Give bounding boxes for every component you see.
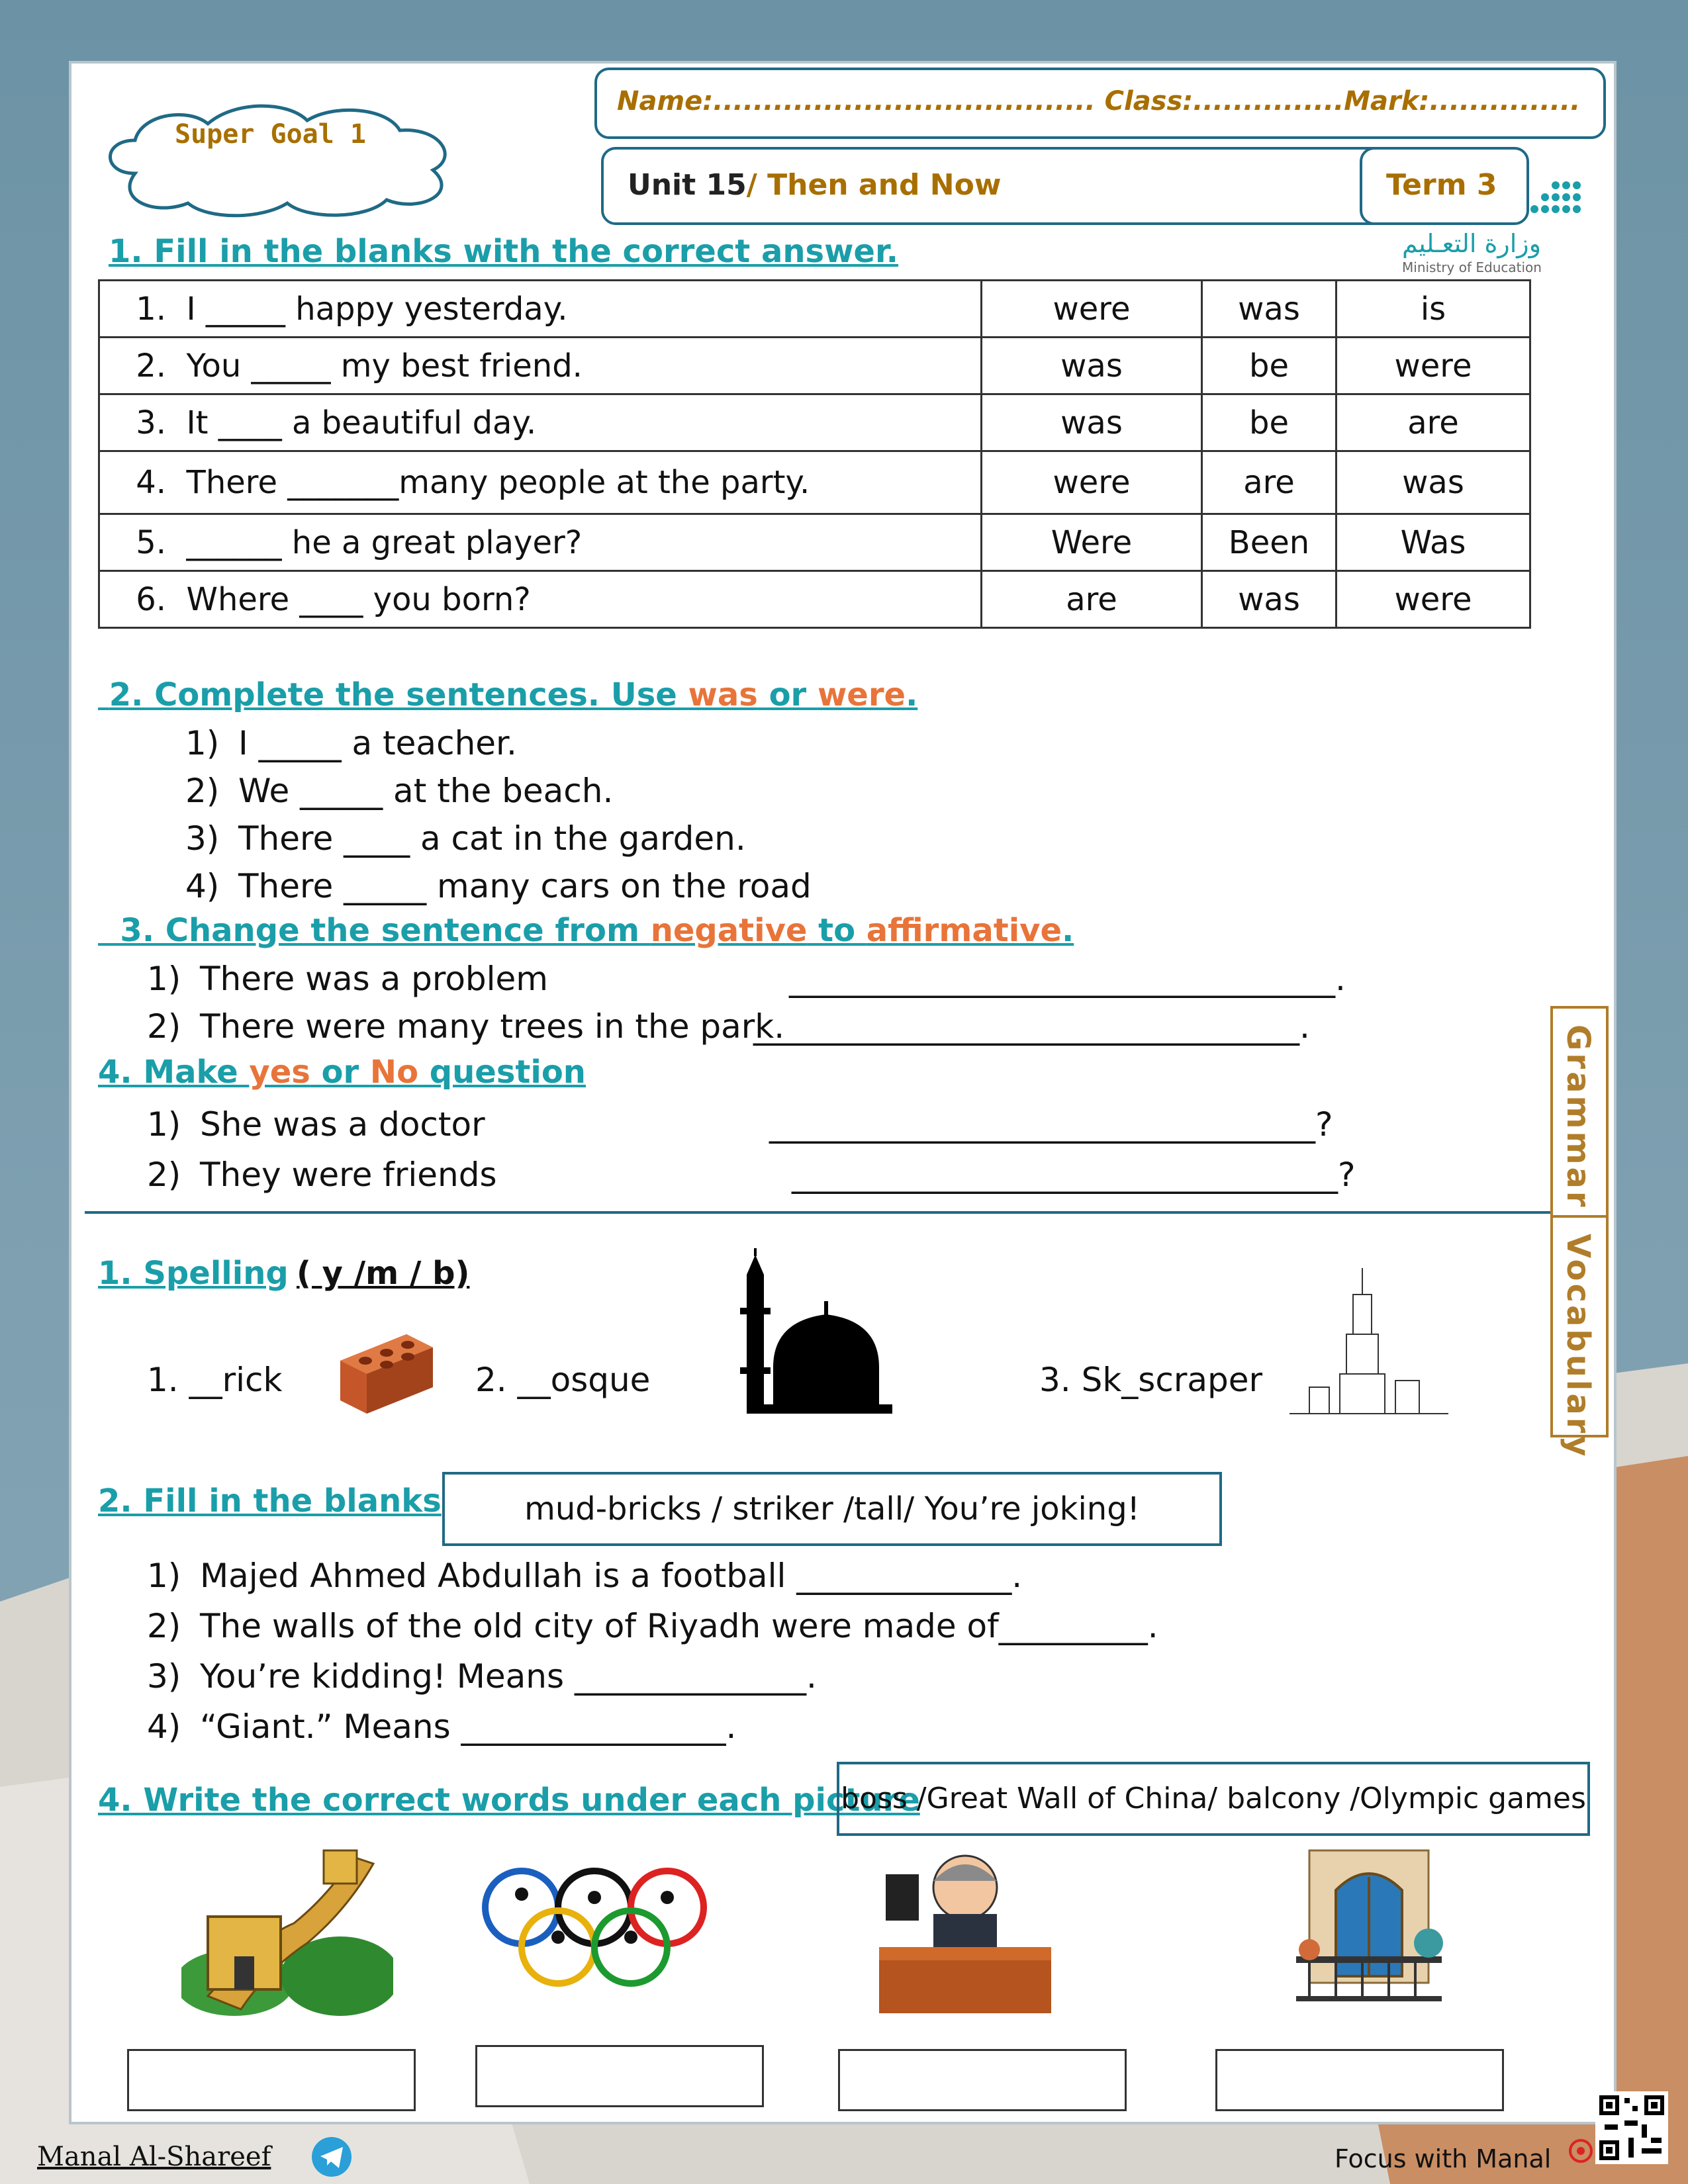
super-goal-label: Super Goal 1 xyxy=(175,119,366,150)
option-c: is xyxy=(1336,281,1530,338)
picture-word-bank-text: boss /Great Wall of China/ balcony /Olympic games xyxy=(841,1782,1586,1815)
ministry-logo-icon xyxy=(1521,176,1594,222)
great-wall-icon xyxy=(181,1844,393,2016)
word-bank-text: mud-bricks / striker /tall/ You’re joking! xyxy=(524,1490,1140,1527)
table-row xyxy=(99,338,1530,394)
answer-box[interactable] xyxy=(838,2049,1127,2111)
sentence-cell: 5. ______ he a great player? xyxy=(99,514,982,571)
option-b: be xyxy=(1202,394,1336,451)
section-spelling-title: 1. Spelling xyxy=(98,1255,289,1292)
spelling-item: 1. __rick xyxy=(147,1361,283,1399)
ministry-english: Ministry of Education xyxy=(1402,259,1542,275)
name-class-mark-line: Name:...................................... Class:...............Mark:............... xyxy=(617,86,1581,116)
table-row xyxy=(99,281,1530,338)
word-bank-box xyxy=(442,1472,1222,1546)
section-divider xyxy=(85,1211,1568,1214)
option-c: were xyxy=(1336,338,1530,394)
telegram-icon[interactable] xyxy=(311,2136,352,2177)
option-a: was xyxy=(982,338,1202,394)
answer-line[interactable]: _________________________________? xyxy=(769,1105,1333,1144)
sentence-cell: 2. You _____ my best friend. xyxy=(99,338,982,394)
list-item: 2) They were friends xyxy=(147,1156,497,1194)
list-item: 1) Majed Ahmed Abdullah is a football _____________. xyxy=(147,1557,1023,1595)
cloud-shape xyxy=(89,94,486,226)
section-fill-blanks-title: 1. Fill in the blanks with the correct answer. xyxy=(109,233,899,270)
option-b: Been xyxy=(1202,514,1336,571)
vocabulary-side-label: Vocabulary xyxy=(1560,1234,1597,1459)
unit-title xyxy=(628,168,1001,202)
option-a: were xyxy=(982,451,1202,514)
option-b: be xyxy=(1202,338,1336,394)
brick-icon xyxy=(334,1321,440,1420)
brand-text: Focus with Manal xyxy=(1335,2144,1552,2173)
ministry-arabic: وزارة التعـليم xyxy=(1402,229,1542,258)
target-icon xyxy=(1569,2139,1593,2163)
spelling-item: 2. __osque xyxy=(475,1361,651,1399)
mosque-icon xyxy=(733,1248,892,1420)
answer-line[interactable]: _________________________________. xyxy=(789,960,1346,998)
vocabulary-side-tab xyxy=(1550,1215,1609,1459)
table-row xyxy=(99,514,1530,571)
option-b: was xyxy=(1202,281,1336,338)
answer-box[interactable] xyxy=(127,2049,416,2111)
option-c: were xyxy=(1336,571,1530,628)
picture-word-bank-box xyxy=(837,1762,1590,1836)
term-box xyxy=(1360,147,1529,225)
section-pictures-title: 4. Write the correct words under each picture xyxy=(98,1782,920,1819)
sentence-cell: 3. It ____ a beautiful day. xyxy=(99,394,982,451)
spelling-item: 3. Sk_scraper xyxy=(1039,1361,1263,1399)
sentence-cell: 6. Where ____ you born? xyxy=(99,571,982,628)
option-b: are xyxy=(1202,451,1336,514)
unit-number: Unit 15 xyxy=(628,168,747,202)
table-row xyxy=(99,394,1530,451)
term-label: Term 3 xyxy=(1386,168,1497,202)
list-item: 2) There were many trees in the park. xyxy=(147,1007,785,1046)
answer-line[interactable]: _________________________________. xyxy=(753,1007,1310,1046)
list-item: 1) I _____ a teacher. xyxy=(185,724,517,762)
option-c: are xyxy=(1336,394,1530,451)
unit-name: / Then and Now xyxy=(746,168,1002,202)
option-a: was xyxy=(982,394,1202,451)
list-item: 2) We _____ at the beach. xyxy=(185,772,614,810)
grammar-side-label: Grammar xyxy=(1560,1024,1597,1210)
list-item: 1) She was a doctor xyxy=(147,1105,485,1144)
list-item: 4) “Giant.” Means ________________. xyxy=(147,1707,737,1746)
boss-icon xyxy=(879,1848,1051,2013)
list-item: 3) You’re kidding! Means ______________. xyxy=(147,1657,817,1696)
option-c: was xyxy=(1336,451,1530,514)
balcony-icon xyxy=(1283,1844,1455,2016)
grammar-side-tab xyxy=(1550,1006,1609,1223)
option-a: are xyxy=(982,571,1202,628)
qr-code-icon[interactable] xyxy=(1595,2091,1668,2164)
spelling-letters: ( y /m / b) xyxy=(297,1255,470,1292)
skyscraper-icon xyxy=(1289,1268,1448,1420)
table-row xyxy=(99,451,1530,514)
option-a: were xyxy=(982,281,1202,338)
answer-box[interactable] xyxy=(1215,2049,1504,2111)
section-complete-title: 2. Complete the sentences. Use was or were. xyxy=(109,676,918,713)
option-b: was xyxy=(1202,571,1336,628)
option-a: Were xyxy=(982,514,1202,571)
section-question-title: 4. Make yes or No question xyxy=(98,1054,586,1091)
sentence-cell: 1. I _____ happy yesterday. xyxy=(99,281,982,338)
section-change-title: 3. Change the sentence from negative to affirmative. xyxy=(120,912,1074,949)
list-item: 3) There ____ a cat in the garden. xyxy=(185,819,746,858)
table-row xyxy=(99,571,1530,628)
fill-blanks-table xyxy=(98,279,1531,629)
name-box xyxy=(594,68,1606,139)
list-item: 1) There was a problem xyxy=(147,960,549,998)
unit-box xyxy=(601,147,1401,225)
olympic-rings-icon xyxy=(482,1861,707,1993)
worksheet-page xyxy=(69,61,1617,2124)
answer-box[interactable] xyxy=(475,2045,764,2107)
option-c: Was xyxy=(1336,514,1530,571)
sentence-cell: 4. There _______many people at the party. xyxy=(99,451,982,514)
author-name: Manal Al-Shareef xyxy=(37,2142,271,2172)
list-item: 2) The walls of the old city of Riyadh were made of_________. xyxy=(147,1607,1158,1645)
list-item: 4) There _____ many cars on the road xyxy=(185,867,812,905)
answer-line[interactable]: _________________________________? xyxy=(792,1156,1356,1194)
section-fill-title: 2. Fill in the blanks xyxy=(98,1482,442,1520)
